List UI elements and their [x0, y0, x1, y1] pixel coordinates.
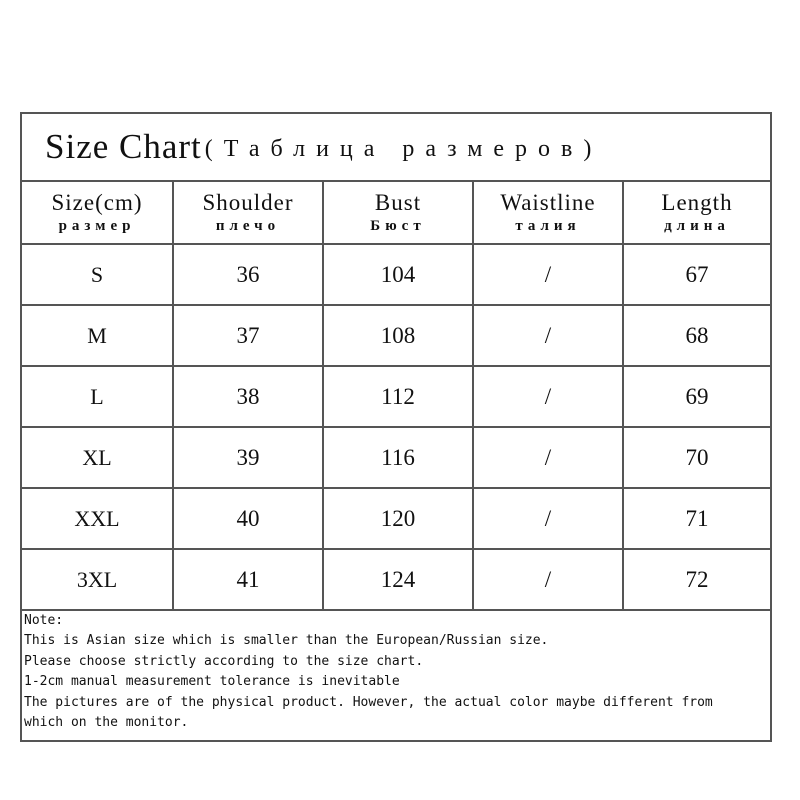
header-ru: размер [58, 217, 136, 234]
shoulder-cell: 37 [173, 305, 323, 366]
header-en: Length [661, 189, 733, 215]
waistline-cell: / [473, 305, 623, 366]
length-cell: 67 [623, 244, 770, 305]
size-chart-sheet [20, 112, 772, 742]
header-en: Size(cm) [51, 189, 143, 215]
header-en: Waistline [500, 189, 596, 215]
note-line: Please choose strictly according to the size chart. [24, 653, 424, 669]
header-ru: талия [515, 217, 581, 234]
note-heading: Note: [24, 613, 64, 628]
header-bust [323, 182, 473, 244]
header-shoulder [173, 182, 323, 244]
length-cell: 72 [623, 549, 770, 610]
size-cell: XL [22, 427, 173, 488]
size-cell: S [22, 244, 173, 305]
waistline-cell: / [473, 488, 623, 549]
shoulder-cell: 40 [173, 488, 323, 549]
title-main: Size Chart [45, 127, 202, 166]
table-row [22, 305, 770, 366]
waistline-cell: / [473, 244, 623, 305]
header-ru: длина [664, 217, 730, 234]
note-line: The pictures are of the physical product. However, the actual color maybe different from [24, 694, 713, 710]
bust-cell: 104 [323, 244, 473, 305]
header-row [22, 182, 770, 244]
shoulder-cell: 41 [173, 549, 323, 610]
header-waistline [473, 182, 623, 244]
table-row [22, 549, 770, 610]
note-line: This is Asian size which is smaller than the European/Russian size. [24, 633, 549, 649]
bust-cell: 116 [323, 427, 473, 488]
size-table [22, 182, 770, 611]
header-en: Shoulder [202, 189, 294, 215]
chart-title [22, 114, 770, 182]
shoulder-cell: 39 [173, 427, 323, 488]
note-line: which on the monitor. [24, 715, 189, 731]
table-row [22, 366, 770, 427]
length-cell: 69 [623, 366, 770, 427]
title-russian: (Таблица размеров) [204, 135, 603, 162]
size-cell: L [22, 366, 173, 427]
length-cell: 71 [623, 488, 770, 549]
bust-cell: 108 [323, 305, 473, 366]
waistline-cell: / [473, 427, 623, 488]
size-cell: M [22, 305, 173, 366]
header-size [22, 182, 173, 244]
waistline-cell: / [473, 366, 623, 427]
length-cell: 70 [623, 427, 770, 488]
size-cell: XXL [22, 488, 173, 549]
bust-cell: 124 [323, 549, 473, 610]
table-row [22, 244, 770, 305]
waistline-cell: / [473, 549, 623, 610]
header-ru: Бюст [370, 217, 426, 234]
table-row [22, 427, 770, 488]
shoulder-cell: 36 [173, 244, 323, 305]
bust-cell: 120 [323, 488, 473, 549]
table-row [22, 488, 770, 549]
size-cell: 3XL [22, 549, 173, 610]
bust-cell: 112 [323, 366, 473, 427]
header-length [623, 182, 770, 244]
header-en: Bust [374, 189, 422, 215]
length-cell: 68 [623, 305, 770, 366]
notes-section [22, 611, 770, 733]
note-line: 1-2cm manual measurement tolerance is inevitable [24, 674, 400, 690]
header-ru: плечо [215, 217, 281, 234]
shoulder-cell: 38 [173, 366, 323, 427]
